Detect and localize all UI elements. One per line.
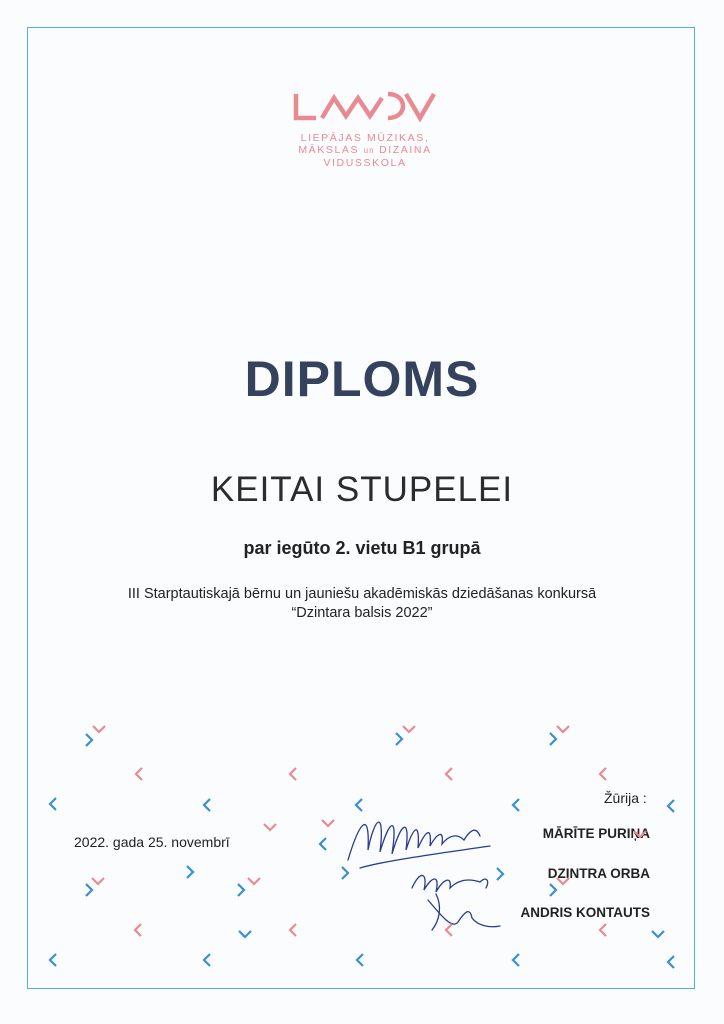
competition-line-1: III Starptautiskajā bērnu un jauniešu akadēmiskās dziedāšanas konkursā: [127, 586, 597, 602]
issue-date: 2022. gada 25. novembrī: [74, 834, 230, 850]
jury-label: Žūrija :: [604, 790, 647, 806]
award-text: par iegūto 2. vietu B1 grupā: [243, 538, 481, 558]
logo-line-2: MĀKSLAS un DIZAINA: [298, 144, 432, 156]
jury-member-2: DZINTRA ORBA: [547, 866, 650, 881]
logo-line-1: LIEPĀJAS MŪZIKAS,: [300, 132, 430, 144]
jury-member-1: MĀRĪTE PURIŅA: [542, 826, 650, 841]
pink-chevrons: [92, 726, 646, 936]
logo-line-3: VIDUSSKOLA: [323, 157, 407, 169]
blue-chevrons: [50, 733, 674, 968]
competition-line-2: “Dzintara balsis 2022”: [291, 605, 433, 621]
recipient-name: KEITAI STUPELEI: [210, 470, 514, 509]
jury-member-3: ANDRIS KONTAUTS: [520, 905, 650, 920]
page-title: DIPLOMS: [244, 351, 480, 407]
